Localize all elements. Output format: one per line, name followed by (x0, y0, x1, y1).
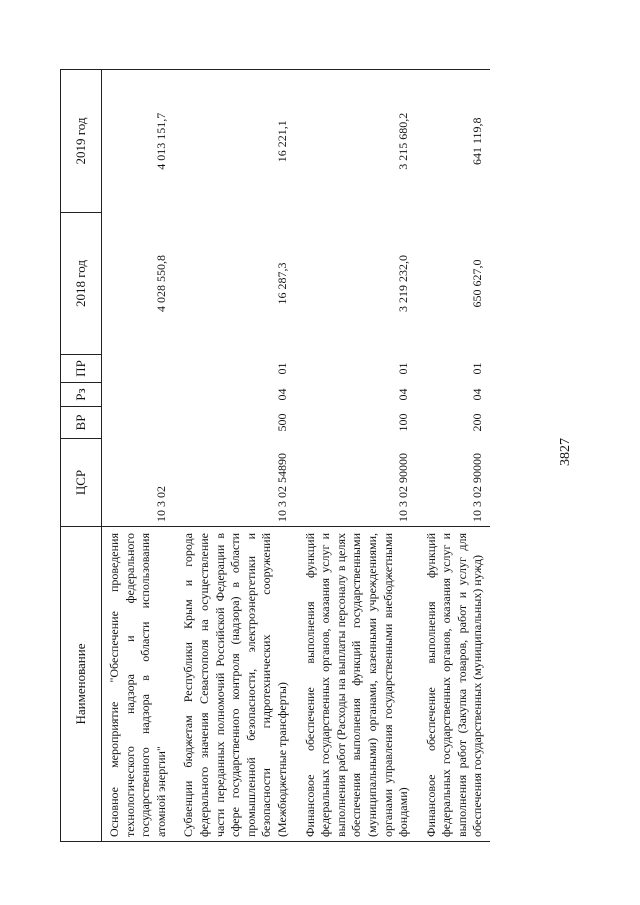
page-number: 3827 (558, 438, 573, 466)
table-row (173, 70, 294, 842)
row-pr: 01 (470, 362, 485, 375)
row-rz (102, 383, 174, 407)
row-2019: 3 215 680,2 (295, 70, 416, 213)
header-rz: Рз (61, 383, 102, 407)
row-csr: 10 3 02 54890 (274, 453, 289, 522)
row-csr: 10 3 02 90000 (396, 453, 411, 522)
table-row (416, 70, 490, 842)
row-rz: 04 (396, 388, 411, 401)
row-pr (102, 355, 174, 383)
row-vr: 200 (470, 413, 485, 432)
row-name: Финансовое обеспечение выполнения функций федеральных государственных органов, оказания услуг и выполнения работ (Расходы на выплаты персоналу в целях обеспечения выполнения функций государственными (муниципальными) органами, казенными учреждениями, органами управления государственными внебюджетными фондами) (295, 527, 416, 842)
row-2019: 4 013 151,7 (102, 70, 174, 213)
table-header-row (61, 70, 102, 842)
row-pr: 01 (396, 362, 411, 375)
header-pr: ПР (61, 355, 102, 383)
row-rz: 04 (274, 388, 289, 401)
table-row (102, 70, 174, 842)
row-vr (102, 407, 174, 439)
row-name: Финансовое обеспечение выполнения функций федеральных государственных органов, оказания услуг и выполнения работ (Закупка товаров, работ и услуг для обеспечения государственных (муниципальных) нужд) (416, 527, 490, 842)
row-csr: 10 3 02 (153, 486, 168, 522)
row-csr: 10 3 02 90000 (470, 453, 485, 522)
header-2019: 2019 год (61, 70, 102, 213)
row-2018: 650 627,0 (470, 259, 485, 308)
header-csr: ЦСР (61, 439, 102, 527)
row-rz: 04 (470, 388, 485, 401)
row-2019: 641 119,8 (416, 70, 490, 213)
row-2019: 16 221,1 (173, 70, 294, 213)
row-2018: 16 287,3 (274, 262, 289, 305)
row-pr: 01 (274, 362, 289, 375)
table-row (295, 70, 416, 842)
budget-table (60, 69, 490, 842)
header-name: Наименование (61, 527, 102, 842)
rotated-page (60, 70, 544, 842)
row-vr: 100 (396, 413, 411, 432)
row-2018: 4 028 550,8 (153, 255, 168, 312)
row-name: Субвенции бюджетам Республики Крым и города федерального значения Севастополя на осуществление части переданных полномочий Российской Федерации в сфере государственного контроля (надзора) в области промышленной безопасности, электроэнергетики и безопасности гидротехнических сооружений (Межбюджетные трансферты) (173, 527, 294, 842)
row-name: Основное мероприятие "Обеспечение проведения технологического надзора и федерального государственного надзора в области использования атомной энергии" (102, 527, 174, 842)
row-2018: 3 219 232,0 (396, 255, 411, 312)
row-vr: 500 (274, 413, 289, 432)
header-vr: ВР (61, 407, 102, 439)
header-2018: 2018 год (61, 213, 102, 355)
